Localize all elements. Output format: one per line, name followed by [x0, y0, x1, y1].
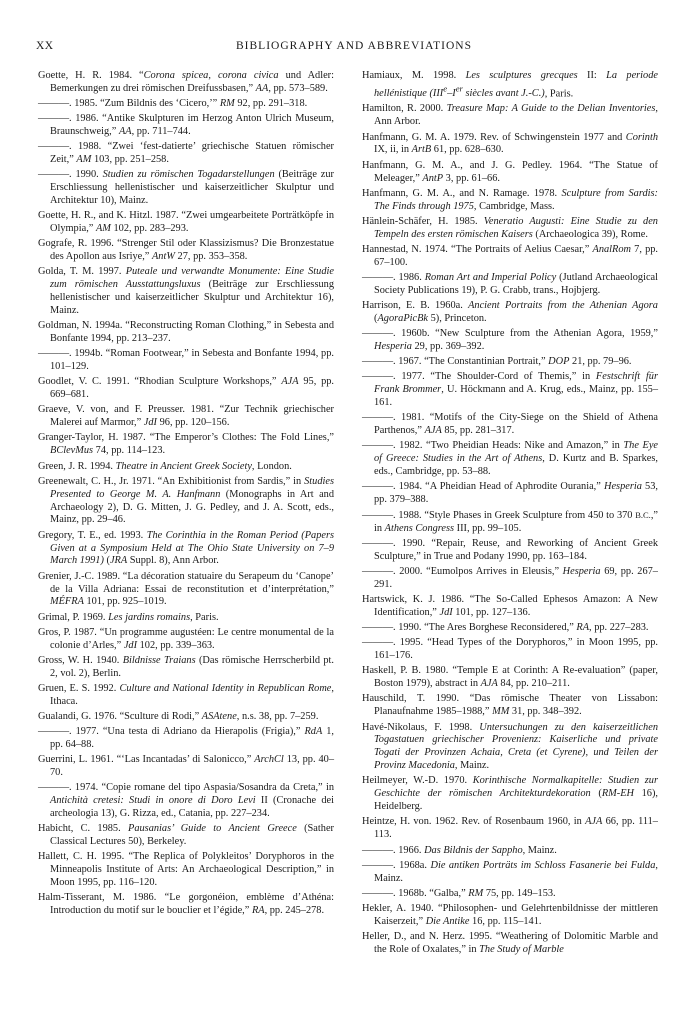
- bibliography-entry: ———. 1968b. “Galba,” RM 75, pp. 149–153.: [362, 887, 556, 899]
- bibliography-entry: ———. 1995. “Head Types of the Doryphoros,” in Moon 1995, pp. 161–176.: [362, 637, 658, 662]
- bibliography-entry: Harrison, E. B. 1960a. Ancient Portraits from the Athenian Agora (AgoraPicBk 5), Princeton.: [362, 299, 658, 324]
- bibliography-entry: Goette, H. R. 1984. “Corona spicea, corona civica und Adler: Bemerkungen zu drei römischen Dreifussbasen,” AA, pp. 573–589.: [38, 70, 334, 94]
- bibliography-entry: ———. 1984. “A Pheidian Head of Aphrodite Ourania,” Hesperia 53, pp. 379–388.: [362, 481, 658, 505]
- bibliography-entry: ———. 1982. “Two Pheidian Heads: Nike and Amazon,” in The Eye of Greece: Studies in the Art of Athens, D. Kurtz and B. Sparkes, eds., Cambridge, pp. 53–88.: [362, 440, 658, 477]
- bibliography-entry: ———. 1974. “Copie romane del tipo Aspasia/Sosandra da Creta,” in Antichità cretesi: Studi in onore di Doro Levi II (Cronache dei archeologia 13), G. Rizza, ed., Catania, pp. 227–234.: [38, 781, 334, 819]
- bibliography-entry: ———. 1968a. Die antiken Porträts im Schloss Fasanerie bei Fulda, Mainz.: [362, 859, 658, 884]
- bibliography-entry: Hamilton, R. 2000. Treasure Map: A Guide to the Delian Inventories, Ann Arbor.: [362, 103, 658, 128]
- bibliography-entry: ———. 1988. “Style Phases in Greek Sculpture from 450 to 370 B.C.,” in Athens Congress III, pp. 99–105.: [362, 510, 658, 535]
- bibliography-entry: Goldman, N. 1994a. “Reconstructing Roman Clothing,” in Sebesta and Bonfante 1994, pp. 213–237.: [38, 320, 334, 345]
- bibliography-entry: Hänlein-Schäfer, H. 1985. Veneratio Augusti: Eine Studie zu den Tempeln des ersten römischen Kaisers (Archaeologica 39), Rome.: [362, 215, 658, 240]
- bibliography-entry: Golda, T. M. 1997. Puteale und verwandte Monumente: Eine Studie zum römischen Ausstattungsluxus (Beiträge zur Erschliessung hellenistischer und kaiserzeitlicher Skulptur und Architektur 16), Mainz.: [38, 266, 334, 317]
- bibliography-entry: Havé-Nikolaus, F. 1998. Untersuchungen zu den kaiserzeitlichen Togastatuen griechischer Provenienz: Kaiserliche und private Togati der Provinzen Achaia, Creta (et Cyrene), und Teilen der Provinz Macedonia, Mainz.: [362, 721, 658, 772]
- bibliography-entry: Goodlet, V. C. 1991. “Rhodian Sculpture Workshops,” AJA 95, pp. 669–681.: [38, 376, 335, 401]
- bibliography-entry: Heintze, H. von. 1962. Rev. of Rosenbaum 1960, in AJA 66, pp. 111–113.: [362, 816, 658, 841]
- bibliography-entry: Green, J. R. 1994. Theatre in Ancient Greek Society, London.: [38, 460, 292, 472]
- bibliography-entry: Grimal, P. 1969. Les jardins romains, Paris.: [38, 611, 219, 623]
- bibliography-entry: ———. 1990. Studien zu römischen Togadarstellungen (Beiträge zur Erschliessung hellenistischer und kaiserzeitlicher Skulptur und Architektur 10), Mainz.: [38, 169, 334, 207]
- running-title: BIBLIOGRAPHY AND ABBREVIATIONS: [236, 40, 472, 52]
- bibliography-entry: Granger-Taylor, H. 1987. “The Emperor’s Clothes: The Fold Lines,” BClevMus 74, pp. 114–123.: [38, 432, 334, 457]
- bibliography-entry: Gografe, R. 1996. “Strenger Stil oder Klassizismus? Die Bronzestatue des Apollon aus Isriye,” AntW 27, pp. 353–358.: [38, 238, 334, 263]
- bibliography-entry: ———. 1986. Roman Art and Imperial Policy (Jutland Archaeological Society Publications 19), P. G. Crabb, trans., Hojbjerg.: [362, 271, 658, 296]
- bibliography-entry: Gruen, E. S. 1992. Culture and National Identity in Republican Rome, Ithaca.: [38, 682, 334, 707]
- bibliography-entry: Hanfmann, G. M. A. 1979. Rev. of Schwingenstein 1977 and Corinth IX, ii, in ArtB 61, pp. 628–630.: [362, 131, 658, 156]
- bibliography-entry: Gualandi, G. 1976. “Sculture di Rodi,” ASAtene, n.s. 38, pp. 7–259.: [38, 710, 319, 722]
- bibliography-entry: Hauschild, T. 1990. “Das römische Theater von Lissabon: Planaufnahme 1985–1988,” MM 31, pp. 348–392.: [362, 693, 658, 718]
- bibliography-entry: Hamiaux, M. 1998. Les sculptures grecques II: La periode hellénistique (IIIe–Ier siècles avant J.-C.), Paris.: [362, 70, 658, 100]
- bibliography-column-left: [38, 70, 334, 920]
- bibliography-entry: Hartswick, K. J. 1986. “The So-Called Ephesos Amazon: A New Identification,” JdI 101, pp. 127–136.: [362, 594, 658, 619]
- bibliography-entry: Hallett, C. H. 1995. “The Replica of Polykleitos’ Doryphoros in the Minneapolis Institute of Arts: An Archaeological Description,” in Moon 1995, pp. 116–120.: [38, 851, 334, 888]
- bibliography-entry: Halm-Tisserant, M. 1986. “Le gorgonéion, emblème d’Athéna: Introduction du motif sur le bouclier et l’égide,” RA, pp. 245–278.: [38, 892, 334, 916]
- bibliography-entry: Heller, D., and N. Herz. 1995. “Weathering of Dolomitic Marble and the Role of Oxalates,” in The Study of Marble: [362, 930, 658, 955]
- bibliography-entry: ———. 1988. “Zwei ‘fest-datierte’ griechische Statuen römischer Zeit,” AM 103, pp. 251–258.: [38, 141, 334, 166]
- bibliography-entry: Gros, P. 1987. “Un programme augustéen: Le centre monumental de la colonie d’Arles,” JdI 102, pp. 339–363.: [38, 626, 334, 651]
- bibliography-entry: ———. 1977. “The Shoulder-Cord of Themis,” in Festschrift für Frank Brommer, U. Höckmann and A. Krug, eds., Mainz, pp. 155–161.: [362, 371, 658, 408]
- page-header: [36, 40, 672, 56]
- bibliography-entry: Haskell, P. B. 1980. “Temple E at Corinth: A Re-evaluation” (paper, Boston 1979), abstract in AJA 84, pp. 210–211.: [362, 665, 658, 690]
- bibliography-entry: Heilmeyer, W.-D. 1970. Korinthische Normalkapitelle: Studien zur Geschichte der römischen Architekturdekoration (RM-EH 16), Heidelberg.: [362, 775, 658, 813]
- bibliography-entry: Habicht, C. 1985. Pausanias’ Guide to Ancient Greece (Sather Classical Lectures 50), Berkeley.: [38, 822, 334, 847]
- bibliography-entry: ———. 1985. “Zum Bildnis des ‘Cicero,’” RM 92, pp. 291–318.: [38, 98, 308, 110]
- bibliography-entry: ———. 1966. Das Bildnis der Sappho, Mainz.: [362, 844, 557, 856]
- bibliography-entry: ———. 1977. “Una testa di Adriano da Hierapolis (Frigia),” RdA 1, pp. 64–88.: [38, 725, 334, 750]
- bibliography-entry: Hanfmann, G. M. A., and J. G. Pedley. 1964. “The Statue of Meleager,” AntP 3, pp. 61–66.: [362, 159, 658, 184]
- bibliography-entry: Grenier, J.-C. 1989. “La décoration statuaire du Serapeum du ‘Canope’ de la Villa Adriana: Essai de reconstitution et d’interprétation,” MÉFRA 101, pp. 925–1019.: [38, 570, 334, 608]
- bibliography-entry: ———. 1990. “The Ares Borghese Reconsidered,” RA, pp. 227–283.: [362, 622, 649, 634]
- bibliography-entry: Hannestad, N. 1974. “The Portraits of Aelius Caesar,” AnalRom 7, pp. 67–100.: [362, 243, 658, 268]
- page-number: XX: [36, 40, 54, 52]
- bibliography-column-right: [362, 70, 658, 959]
- bibliography-entry: ———. 1981. “Motifs of the City-Siege on the Shield of Athena Parthenos,” AJA 85, pp. 281–317.: [362, 412, 658, 436]
- bibliography-entry: Goette, H. R., and K. Hitzl. 1987. “Zwei umgearbeitete Porträtköpfe in Olympia,” AM 102, pp. 283–293.: [38, 210, 334, 235]
- bibliography-entry: ———. 1986. “Antike Skulpturen im Herzog Anton Ulrich Museum, Braunschweig,” AA, pp. 711–744.: [38, 113, 334, 138]
- bibliography-entry: ———. 2000. “Eumolpos Arrives in Eleusis,” Hesperia 69, pp. 267–291.: [362, 566, 658, 591]
- bibliography-entry: ———. 1994b. “Roman Footwear,” in Sebesta and Bonfante 1994, pp. 101–129.: [38, 348, 334, 373]
- bibliography-entry: Guerrini, L. 1961. “‘Las Incantadas’ di Salonicco,” ArchCl 13, pp. 40–70.: [38, 753, 334, 778]
- bibliography-entry: Hanfmann, G. M. A., and N. Ramage. 1978. Sculpture from Sardis: The Finds through 1975, Cambridge, Mass.: [362, 187, 658, 212]
- bibliography-entry: ———. 1960b. “New Sculpture from the Athenian Agora, 1959,” Hesperia 29, pp. 369–392.: [362, 327, 658, 352]
- bibliography-entry: Gross, W. H. 1940. Bildnisse Traians (Das römische Herrscherbild pt. 2, vol. 2), Berlin.: [38, 654, 334, 679]
- bibliography-entry: Gregory, T. E., ed. 1993. The Corinthia in the Roman Period (Papers Given at a Symposium Held at The Ohio State University on 7–9 March 1991) (JRA Suppl. 8), Ann Arbor.: [38, 529, 335, 567]
- bibliography-entry: Greenewalt, C. H., Jr. 1971. “An Exhibitionist from Sardis,” in Studies Presented to George M. A. Hanfmann (Monographs in Art and Archaeology 2), D. G. Mitten, J. G. Pedley, and J. A. Scott, eds., Mainz, pp. 29–46.: [38, 475, 334, 526]
- bibliography-entry: ———. 1967. “The Constantinian Portrait,” DOP 21, pp. 79–96.: [362, 355, 632, 367]
- bibliography-entry: Hekler, A. 1940. “Philosophen- und Gelehrtenbildnisse der mittleren Kaiserzeit,” Die Antike 16, pp. 115–141.: [362, 902, 658, 927]
- bibliography-entry: Graeve, V. von, and F. Preusser. 1981. “Zur Technik griechischer Malerei auf Marmor,” JdI 96, pp. 120–156.: [38, 404, 334, 429]
- bibliography-entry: ———. 1990. “Repair, Reuse, and Reworking of Ancient Greek Sculpture,” in True and Podany 1990, pp. 163–184.: [362, 538, 658, 563]
